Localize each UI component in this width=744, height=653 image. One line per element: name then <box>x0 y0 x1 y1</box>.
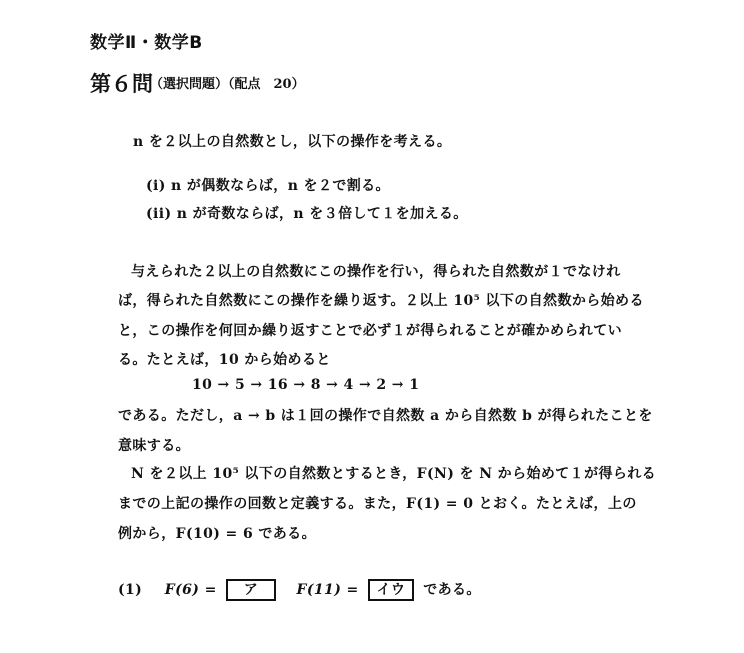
paragraph3-line3: 例から，F(10) = 6 である。 <box>118 526 316 542</box>
paragraph3-line2: までの上記の操作の回数と定義する。また，F(1) = 0 とおく。たとえば，上の <box>118 496 637 512</box>
example-sequence: 10 → 5 → 16 → 8 → 4 → 2 → 1 <box>192 377 420 393</box>
question1-number: (1) <box>118 582 143 598</box>
paragraph1-line1: 与えられた２以上の自然数にこの操作を行い，得られた自然数が１でなけれ <box>131 264 621 280</box>
paragraph2-line2: 意味する。 <box>118 438 190 454</box>
rule-2: (ii) n が奇数ならば，n を３倍して１を加える。 <box>146 206 468 222</box>
question1 <box>118 579 481 601</box>
paragraph1-line4: る。たとえば，10 から始めると <box>118 352 331 368</box>
answer-box-a[interactable]: ア <box>226 579 276 601</box>
paragraph1-line2: ば，得られた自然数にこの操作を繰り返す。２以上 10⁵ 以下の自然数から始める <box>118 293 644 309</box>
paragraph2-line1: である。ただし，a → b は１回の操作で自然数 a から自然数 b が得られたことを <box>118 408 653 424</box>
answer-box-iu[interactable]: イウ <box>368 579 414 601</box>
question-title: 第６問 <box>90 72 153 96</box>
paragraph1-line3: と，この操作を何回か繰り返すことで必ず１が得られることが確かめられてい <box>118 323 622 339</box>
question-note: （選択問題）（配点 20） <box>150 77 305 92</box>
f6-label: F(6) = <box>164 582 217 598</box>
paragraph3-line1: N を２以上 10⁵ 以下の自然数とするとき，F(N) を N から始めて１が得られる <box>131 466 657 482</box>
rule-1: (i) n が偶数ならば，n を２で割る。 <box>146 178 390 194</box>
intro-text: n を２以上の自然数とし，以下の操作を考える。 <box>133 134 452 150</box>
subject-title: 数学Ⅱ・数学B <box>90 33 203 53</box>
question1-suffix: である。 <box>423 582 481 598</box>
f11-label: F(11) = <box>296 582 359 598</box>
